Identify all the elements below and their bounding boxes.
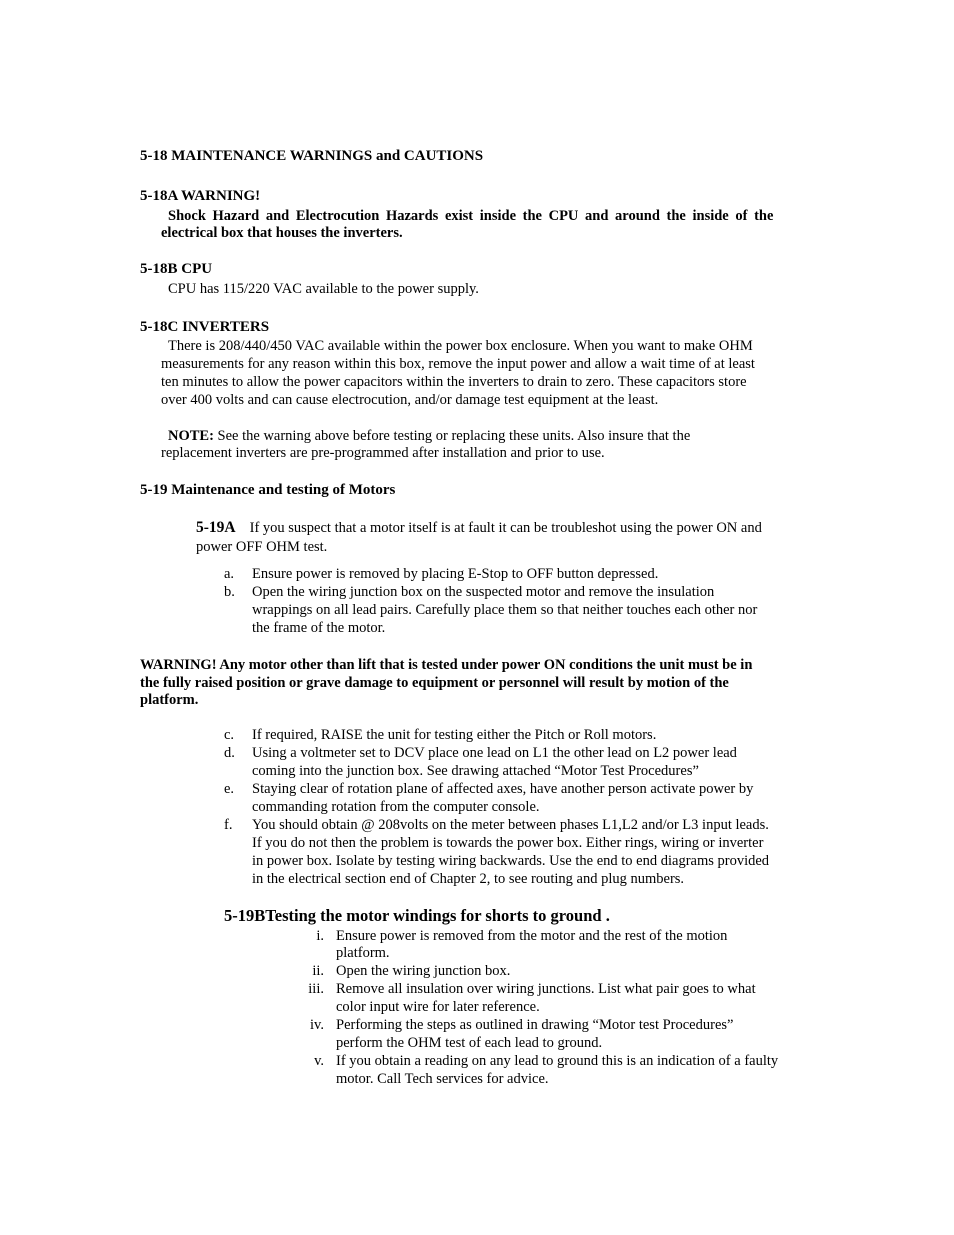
note-label: NOTE: — [168, 428, 214, 444]
list-item-v-line-1: If you obtain a reading on any lead to ground this is an indication of a faulty — [336, 1053, 779, 1069]
list-item-iv-line-2: perform the OHM test of each lead to ground. — [336, 1035, 603, 1051]
list-marker-d: d. — [224, 745, 235, 761]
list-marker-c: c. — [224, 727, 235, 743]
cpu-voltage-text: CPU has 115/220 VAC available to the power supply. — [168, 281, 479, 297]
list-item-f-line-3: in power box. Isolate by testing wiring backwards. Use the end to end diagrams provided — [252, 853, 770, 869]
list-item-b-line-3: the frame of the motor. — [252, 620, 386, 636]
list-item-e-line-2: commanding rotation from the computer console. — [252, 799, 540, 815]
s519a-text-1: If you suspect that a motor itself is at fault it can be troubleshot using the power ON and — [249, 520, 762, 536]
subsection-heading-5-19b: 5-19BTesting the motor windings for shorts to ground . — [224, 906, 610, 925]
note-line-1 — [168, 428, 690, 445]
section-heading-5-19: 5-19 Maintenance and testing of Motors — [140, 482, 396, 498]
warning-line-2: electrical box that houses the inverters. — [161, 225, 403, 241]
inverters-line-1: There is 208/440/450 VAC available within the power box enclosure. When you want to make OHM — [168, 338, 753, 354]
list-item-c-line-1: If required, RAISE the unit for testing either the Pitch or Roll motors. — [252, 727, 657, 743]
inverters-line-3: ten minutes to allow the power capacitors within the inverters to drain to zero. These capacitors store — [161, 374, 747, 390]
list-marker-ii: ii. — [312, 963, 324, 979]
warning-line-1: Shock Hazard and Electrocution Hazards exist inside the CPU and around the inside of the — [168, 208, 774, 224]
list-marker-i: i. — [316, 928, 324, 944]
list-marker-iii: iii. — [308, 981, 324, 997]
subsection-title-5-18a: 5-18A WARNING! — [140, 188, 261, 204]
list-item-iii-line-2: color input wire for later reference. — [336, 999, 540, 1015]
list-marker-e: e. — [224, 781, 235, 797]
list-item-i-line-1: Ensure power is removed from the motor and the rest of the motion — [336, 928, 728, 944]
list-marker-v: v. — [314, 1053, 324, 1069]
inverters-line-2: measurements for any reason within this box, remove the input power and allow a wait time of at least — [161, 356, 755, 372]
list-item-iv-line-1: Performing the steps as outlined in drawing “Motor test Procedures” — [336, 1017, 734, 1033]
list-item-d-line-2: coming into the junction box. See drawing attached “Motor Test Procedures” — [252, 763, 699, 779]
warning-para-line-1: WARNING! Any motor other than lift that is tested under power ON conditions the unit must be in — [140, 657, 753, 673]
list-marker-b: b. — [224, 584, 235, 600]
list-item-d-line-1: Using a voltmeter set to DCV place one lead on L1 the other lead on L2 power lead — [252, 745, 737, 761]
list-marker-f: f. — [224, 817, 233, 833]
list-item-b-line-1: Open the wiring junction box on the suspected motor and remove the insulation — [252, 584, 715, 600]
warning-para-line-3: platform. — [140, 692, 199, 708]
list-item-f-line-1: You should obtain @ 208volts on the meter between phases L1,L2 and/or L3 input leads. — [252, 817, 769, 833]
list-item-a-line-1: Ensure power is removed by placing E-Stop to OFF button depressed. — [252, 566, 659, 582]
note-text-1: See the warning above before testing or replacing these units. Also insure that the — [213, 428, 691, 444]
list-item-i-line-2: platform. — [336, 945, 390, 961]
warning-para-line-2: the fully raised position or grave damage to equipment or personnel will result by motion of the — [140, 675, 729, 691]
list-item-ii-line-1: Open the wiring junction box. — [336, 963, 511, 979]
s519a-line-1 — [196, 519, 762, 537]
list-item-f-line-2: If you do not then the problem is towards the power box. Either rings, wiring or inverter — [252, 835, 764, 851]
s519a-label: 5-19A — [196, 519, 236, 536]
list-item-v-line-2: motor. Call Tech services for advice. — [336, 1071, 549, 1087]
s519a-line-2: power OFF OHM test. — [196, 539, 328, 555]
list-item-e-line-1: Staying clear of rotation plane of affected axes, have another person activate power by — [252, 781, 754, 797]
list-marker-iv: iv. — [310, 1017, 324, 1033]
list-item-iii-line-1: Remove all insulation over wiring junctions. List what pair goes to what — [336, 981, 756, 997]
list-item-f-line-4: in the electrical section end of Chapter 2, to see routing and plug numbers. — [252, 871, 685, 887]
subsection-title-5-18b: 5-18B CPU — [140, 261, 213, 277]
inverters-line-4: over 400 volts and can cause electrocution, and/or damage test equipment at the least. — [161, 392, 659, 408]
list-item-b-line-2: wrappings on all lead pairs. Carefully place them so that neither touches each other nor — [252, 602, 758, 618]
list-marker-a: a. — [224, 566, 235, 582]
section-heading-5-18: 5-18 MAINTENANCE WARNINGS and CAUTIONS — [140, 148, 484, 164]
subsection-title-5-18c: 5-18C INVERTERS — [140, 319, 270, 335]
note-line-2: replacement inverters are pre-programmed after installation and prior to use. — [161, 445, 605, 461]
